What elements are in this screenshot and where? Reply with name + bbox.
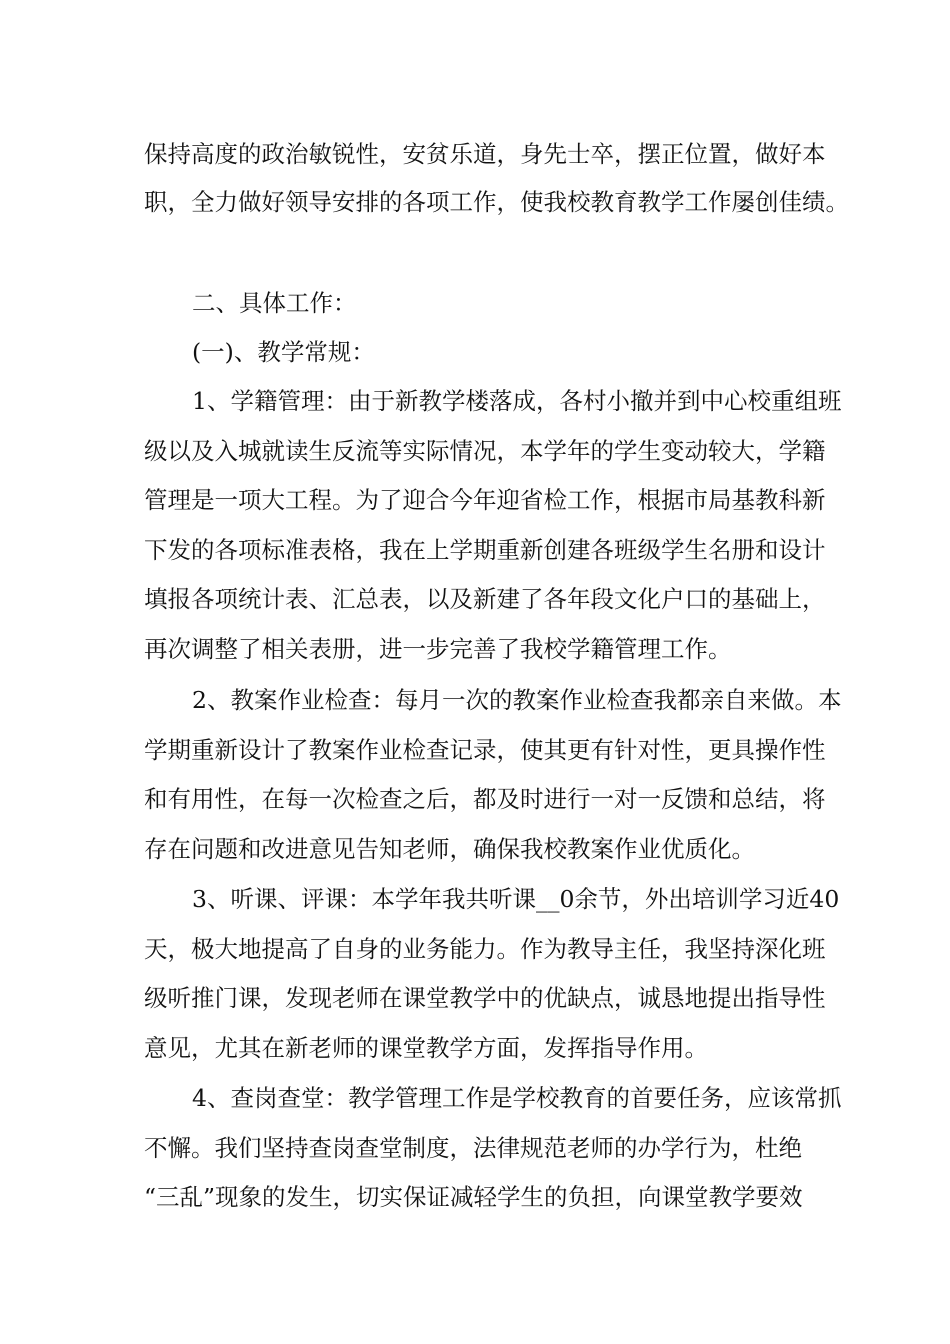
text-line: 3、听课、评课：本学年我共听课__0余节，外出培训学习近40	[192, 885, 840, 913]
subsection-heading: (一)、教学常规：	[192, 338, 375, 366]
text-line: 学期重新设计了教案作业检查记录，使其更有针对性，更具操作性	[144, 736, 826, 764]
text-line: 保持高度的政治敏锐性，安贫乐道，身先士卒，摆正位置，做好本	[144, 140, 826, 168]
text-line: 存在问题和改进意见告知老师，确保我校教案作业优质化。	[144, 835, 755, 863]
text-line: 级听推门课，发现老师在课堂教学中的优缺点，诚恳地提出指导性	[144, 984, 826, 1012]
text-line: 意见，尤其在新老师的课堂教学方面，发挥指导作用。	[144, 1034, 708, 1062]
text-line: 和有用性，在每一次检查之后，都及时进行一对一反馈和总结，将	[144, 785, 826, 813]
text-line: 再次调整了相关表册，进一步完善了我校学籍管理工作。	[144, 635, 732, 663]
text-line: 1、学籍管理：由于新教学楼落成，各村小撤并到中心校重组班	[192, 387, 842, 415]
text-line: 2、教案作业检查：每月一次的教案作业检查我都亲自来做。本	[192, 686, 842, 714]
text-line: 管理是一项大工程。为了迎合今年迎省检工作，根据市局基教科新	[144, 486, 826, 514]
text-line: 职，全力做好领导安排的各项工作，使我校教育教学工作屡创佳绩。	[144, 188, 849, 216]
text-line: 级以及入城就读生反流等实际情况，本学年的学生变动较大，学籍	[144, 437, 826, 465]
text-line: 填报各项统计表、汇总表，以及新建了各年段文化户口的基础上，	[144, 585, 826, 613]
section-heading: 二、具体工作：	[192, 289, 357, 317]
text-line: 天，极大地提高了自身的业务能力。作为教导主任，我坚持深化班	[144, 935, 826, 963]
text-line: 4、查岗查堂：教学管理工作是学校教育的首要任务，应该常抓	[192, 1084, 842, 1112]
text-line: “三乱”现象的发生，切实保证减轻学生的负担，向课堂教学要效	[144, 1183, 803, 1211]
text-line: 不懈。我们坚持查岗查堂制度，法律规范老师的办学行为，杜绝	[144, 1134, 802, 1162]
text-line: 下发的各项标准表格，我在上学期重新创建各班级学生名册和设计	[144, 536, 826, 564]
